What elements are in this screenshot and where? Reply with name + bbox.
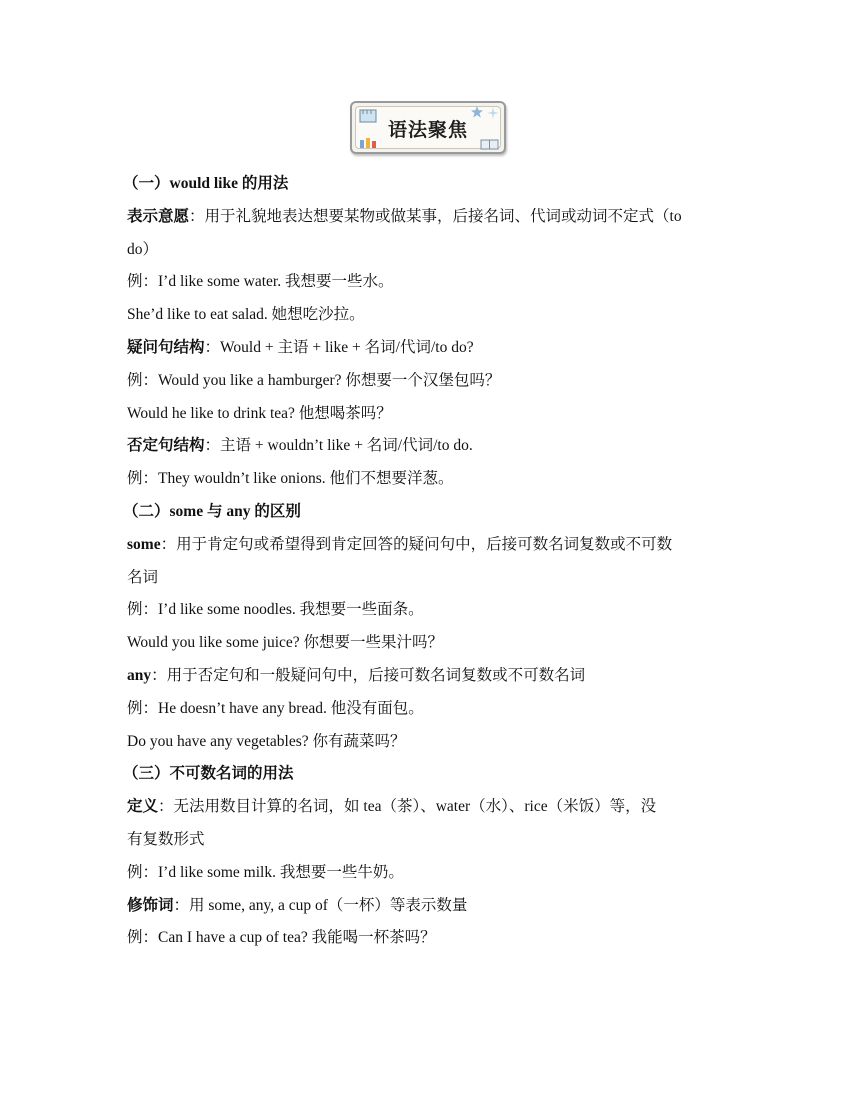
section-heading: （三）不可数名词的用法 [123, 765, 294, 783]
term-label: 表示意愿 [127, 207, 190, 225]
labeled-line [127, 791, 737, 824]
text-line: 例：I’d like some water. 我想要一些水。 [127, 273, 394, 291]
text-line: 例：I’d like some noodles. 我想要一些面条。 [127, 601, 424, 619]
text-line: 例：He doesn’t have any bread. 他没有面包。 [127, 699, 424, 717]
term-label: some [127, 535, 161, 553]
term-text: ：用于礼貌地表达想要某物或做某事，后接名词、代词或动词不定式（to [189, 207, 682, 225]
text-line: Would he like to drink tea? 他想喝茶吗？ [127, 404, 392, 422]
text-line: Would you like some juice? 你想要一些果汁吗？ [127, 634, 444, 652]
text-line: Do you have any vegetables? 你有蔬菜吗？ [127, 732, 406, 750]
grammar-content [123, 168, 737, 955]
term-text: ：用于肯定句或希望得到肯定回答的疑问句中，后接可数名词复数或不可数 [160, 535, 673, 553]
text-line: 例：I’d like some milk. 我想要一些牛奶。 [127, 863, 404, 881]
text-line: do） [127, 240, 159, 258]
term-text: ：无法用数目计算的名词，如 tea（茶）、water（水）、rice（米饭）等，没 [158, 798, 657, 816]
labeled-line [127, 332, 737, 365]
labeled-line [127, 890, 737, 923]
section-heading: （二）some 与 any 的区别 [123, 502, 301, 520]
term-label: 定义 [127, 798, 159, 816]
term-label: 否定句结构 [127, 437, 205, 455]
section-heading: （一）would like 的用法 [123, 175, 289, 192]
text-line: 例：Would you like a hamburger? 你想要一个汉堡包吗？ [127, 371, 501, 389]
term-text: ：用于否定句和一般疑问句中，后接可数名词复数或不可数名词 [151, 666, 586, 684]
text-line: 例：Can I have a cup of tea? 我能喝一杯茶吗？ [127, 929, 436, 947]
term-label: any [127, 666, 152, 684]
term-label: 疑问句结构 [127, 338, 205, 356]
banner-title: 语法聚焦 [387, 119, 468, 141]
text-line: 名词 [127, 568, 159, 586]
term-label: 修饰词 [127, 896, 174, 914]
term-text: ：主语 + wouldn’t like + 名词/代词/to do. [204, 437, 473, 455]
labeled-line [127, 529, 737, 562]
term-text: ：用 some, any, a cup of（一杯）等表示数量 [173, 896, 468, 914]
term-text: ：Would + 主语 + like + 名词/代词/to do? [204, 338, 474, 356]
labeled-line [127, 201, 737, 234]
labeled-line [127, 660, 737, 693]
text-line: She’d like to eat salad. 她想吃沙拉。 [127, 306, 365, 324]
text-line: 有复数形式 [127, 830, 205, 848]
text-line: 例：They wouldn’t like onions. 他们不想要洋葱。 [127, 470, 454, 488]
section-banner [350, 101, 506, 154]
labeled-line [127, 430, 737, 463]
